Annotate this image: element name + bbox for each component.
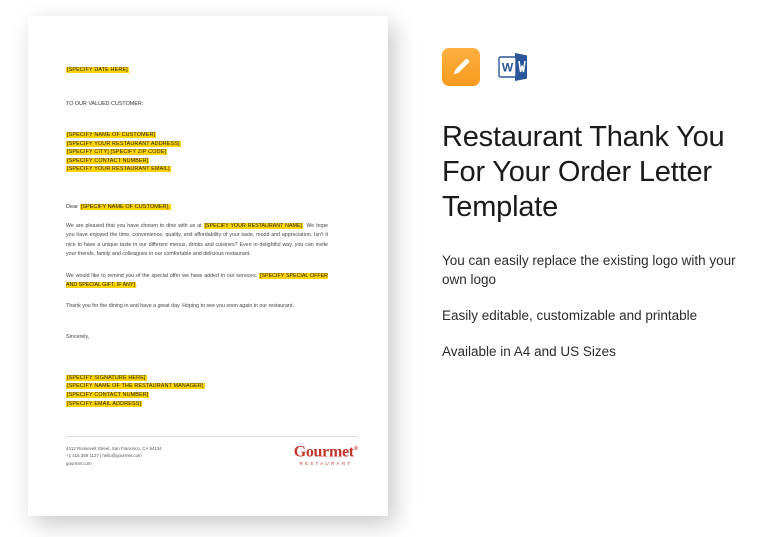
paragraph-3: Thank you for the dining in and have a great day. Hoping to see you soon again in our restaurant. (66, 303, 294, 310)
paragraph-1-text-b: . We hope you have enjoyed the time, convenience, quality, and affordability of your taste, mood and appreciation. Isn't it nice to have a unique taste in our different menus, drinks and cuisines? Even in delightful way, you can invite your friends, family and colleagues in our comfortable and delicious restaurant. (66, 222, 328, 258)
signature-line-4: [SPECIFY EMAIL ADDRESS] (67, 400, 142, 407)
address-line-1: [SPECIFY NAME OF CUSTOMER] (67, 132, 156, 138)
svg-text:W: W (501, 60, 514, 75)
date-line (66, 66, 358, 75)
info-panel (442, 48, 742, 361)
logo-subtitle: RESTAURANT (299, 461, 353, 467)
document-preview[interactable] (28, 16, 388, 516)
signature-block (66, 374, 358, 408)
page-title: Restaurant Thank You For Your Order Letter Template (442, 121, 725, 223)
footer-website: gourmet.com (66, 460, 92, 466)
pencil-glyph (450, 56, 472, 78)
feature-item-3: Available in A4 and US Sizes (442, 344, 616, 359)
footer-contact-info (66, 445, 162, 467)
paragraph-1 (66, 222, 328, 260)
microsoft-word-icon[interactable] (494, 48, 532, 86)
footer-address: 4412 Roosevelt Street, San Francisco, CA 94134 (66, 446, 162, 451)
format-icons (442, 48, 742, 86)
recipient-line: TO OUR VALUED CUSTOMER: (66, 101, 144, 107)
restaurant-name-field: [SPECIFY YOUR RESTAURANT NAME] (204, 222, 302, 229)
address-line-2: [SPECIFY YOUR RESTAURANT ADDRESS] (67, 140, 180, 147)
paragraph-2 (66, 272, 328, 291)
sign-off: Sincerely, (66, 333, 90, 340)
logo-registered-icon: ® (353, 446, 358, 452)
signature-line-1: [SPECIFY SIGNATURE HERE] (67, 374, 146, 381)
logo-wordmark (294, 441, 358, 460)
feature-item-2: Easily editable, customizable and printable (442, 308, 698, 323)
gourmet-logo (294, 441, 358, 466)
salutation-field: [SPECIFY NAME OF CUSTOMER], (80, 203, 170, 210)
paragraph-2-text-b: . (135, 282, 138, 288)
footer-contact: +1 415 359 1127 | hello@gourmet.com (66, 453, 142, 459)
feature-item-1: You can easily replace the existing logo with your own logo (442, 253, 736, 287)
word-glyph (495, 49, 531, 85)
address-line-4: [SPECIFY CONTACT NUMBER] (67, 157, 149, 164)
special-offer-field: [SPECIFY SPECIAL OFFER AND SPECIAL GIFT, IF ANY] (66, 272, 328, 288)
letter-footer (66, 436, 358, 482)
salutation (66, 204, 358, 210)
paragraph-2-text-a: We would like to remind you of the special offer we have added in our services. (66, 272, 260, 279)
address-block (66, 131, 358, 174)
logo-name: Gourmet (293, 443, 354, 461)
paragraph-1-text-a: We are pleased that you have chosen to dine with us at (66, 222, 204, 229)
signature-line-2: [SPECIFY NAME OF THE RESTAURANT MANAGER] (67, 383, 204, 390)
signature-line-3: [SPECIFY CONTACT NUMBER] (67, 392, 149, 398)
date-field: [SPECIFY DATE HERE] (67, 67, 128, 73)
salutation-prefix: Dear (66, 203, 80, 210)
address-line-3: [SPECIFY CITY] [SPECIFY ZIP CODE] (67, 149, 167, 156)
address-line-5: [SPECIFY YOUR RESTAURANT EMAIL] (67, 166, 170, 173)
apple-pages-icon[interactable] (442, 48, 480, 86)
